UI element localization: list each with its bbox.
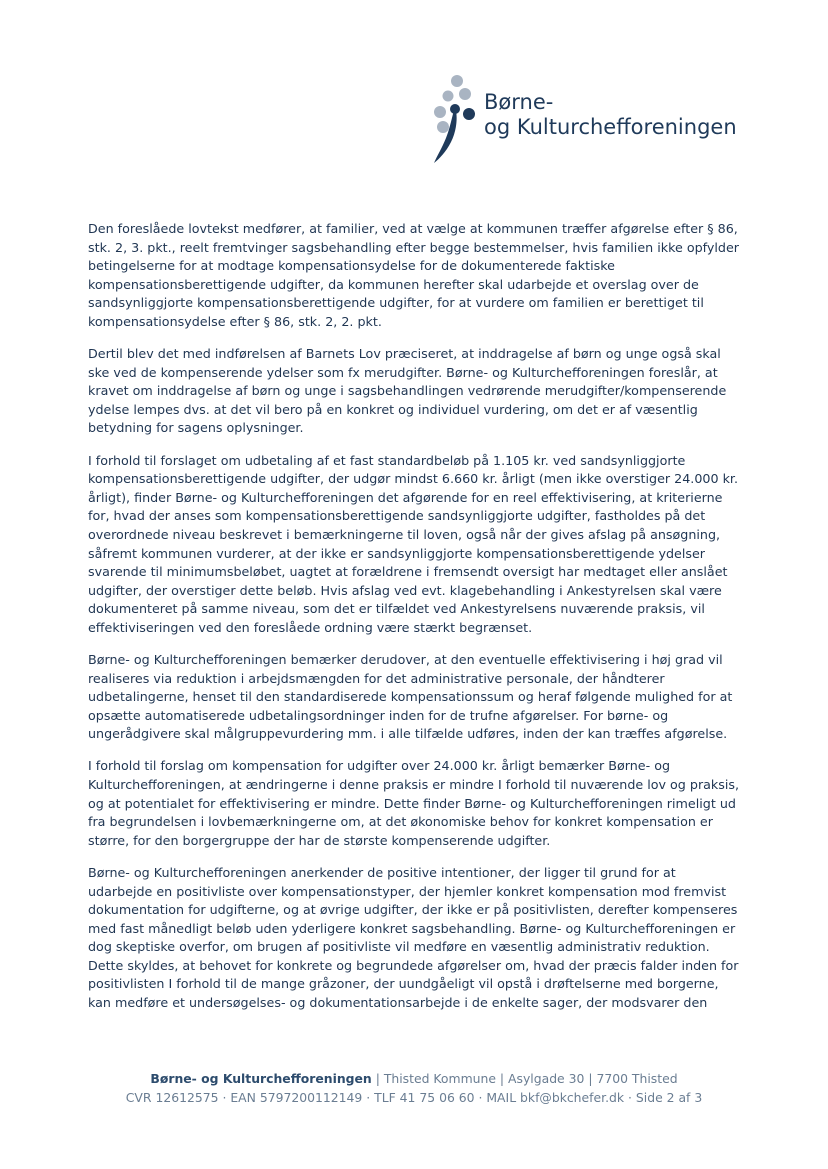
paragraph-1: Den foreslåede lovtekst medfører, at familier, ved at vælge at kommunen træffer afgørelse efter § 86, stk. 2, 3. pkt., reelt fremtvinger sagsbehandling efter begge bestemmelser, hvis familien ikke opfylder betingelserne for at modtage kompensationsydelse for de dokumenterede faktiske kompensationsberettigende udgifter, da kommunen herefter skal udarbejde et overslag over de sandsynliggjorte kompensationsberettigende udgifter, for at vurdere om familien er berettiget til kompensationsydelse efter § 86, stk. 2, 2. pkt. [88,221,739,329]
logo-mark-icon [428,72,478,164]
organization-logo [428,72,768,168]
letter-body [88,220,740,1026]
paragraph-2: Dertil blev det med indførelsen af Barnets Lov præciseret, at inddragelse af børn og unge også skal ske ved de kompenserende ydelser som fx merudgifter. Børne- og Kulturchefforeningen foreslår, at kravet om inddragelse af børn og unge i sagsbehandlingen vedrørende merudgifter/kompenserende ydelse lempes dvs. at det vil bero på en konkret og individuel vurdering, om det er af væsentlig betydning for sagens oplysninger. [88,346,727,436]
paragraph-3: I forhold til forslaget om udbetaling af et fast standardbeløb på 1.105 kr. ved sandsynliggjorte kompensationsberettigende udgifter, der udgør mindst 6.660 kr. årligt (men ikke overstiger 24.000 kr. årligt), finder Børne- og Kulturchefforeningen det afgørende for en reel effektivisering, at kriterierne for, hvad der anses som kompensationsberettigende sandsynliggjorte udgifter, fastholdes på det overordnede niveau beskrevet i bemærkningerne til loven, også når der gives afslag på ansøgning, såfremt kommunen vurderer, at der ikke er sandsynliggjorte kompensationsberettigende ydelser svarende til minimumsbeløbet, uagtet at forældrene i fremsendt oversigt har medtaget eller anslået udgifter, der overstiger dette beløb. Hvis afslag ved evt. klagebehandling i Ankestyrelsen skal være dokumenteret på samme niveau, som det er tilfældet ved Ankestyrelsens nuværende praksis, vil effektiviseringen ved den foreslåede ordning være stærkt begrænset. [88,452,739,635]
logo-wordmark [484,90,737,140]
footer-org-name: Børne- og Kulturchefforeningen [150,1071,372,1086]
paragraph-6: Børne- og Kulturchefforeningen anerkender de positive intentioner, der ligger til grund for at udarbejde en positivliste over kompensationstyper, der hjemler konkret kompensation mod fremvist dokumentation for udgifterne, og at øvrige udgifter, der ikke er på positivlisten, derefter kompenseres med fast månedligt beløb uden yderligere konkret sagsbehandling. Børne- og Kulturchefforeningen er dog skeptiske overfor, om brugen af positivliste vil medføre en væsentlig administrativ reduktion. Dette skyldes, at behovet for konkrete og begrundede afgørelser om, hvad der præcis falder inden for positivlisten I forhold til de mange gråzoner, der uundgåeligt vil opstå i drøftelserne med borgerne, kan medføre et undersøgelses- og dokumentationsarbejde i de enkelte sager, der modsvarer den [88,864,739,1011]
paragraph-4: Børne- og Kulturchefforeningen bemærker derudover, at den eventuelle effektivisering i høj grad vil realiseres via reduktion i arbejdsmængden for det administrative personale, der håndterer udbetalingerne, henset til den standardiserede kompensationssum og heraf følgende mulighed for at opsætte automatiserede udbetalingsordninger inden for de trufne afgørelser. For børne- og ungerådgivere skal målgruppevurdering mm. i alle tilfælde udføres, inden der kan træffes afgørelse. [88,651,733,742]
footer-address: | Thisted Kommune | Asylgade 30 | 7700 Thisted [371,1071,678,1086]
logo-line-1: Børne- [484,90,554,114]
logo-line-2: og Kulturchefforeningen [484,115,737,139]
footer-address-line [88,1070,740,1089]
page-footer [88,1070,740,1107]
footer-contact-line: CVR 12612575 · EAN 5797200112149 · TLF 41 75 06 60 · MAIL bkf@bkchefer.dk · Side 2 af 3 [125,1089,703,1105]
paragraph-5: I forhold til forslag om kompensation for udgifter over 24.000 kr. årligt bemærker Børne- og Kulturchefforeningen, at ændringerne i denne praksis er mindre I forhold til nuværende lov og praksis, og at potentialet for effektivisering er mindre. Dette finder Børne- og Kulturchefforeningen rimeligt ud fra begrundelsen i lovbemærkningerne om, at det økonomiske behov for konkret kompensation er større, for den borgergruppe der har de største kompenserende udgifter. [88,758,740,848]
